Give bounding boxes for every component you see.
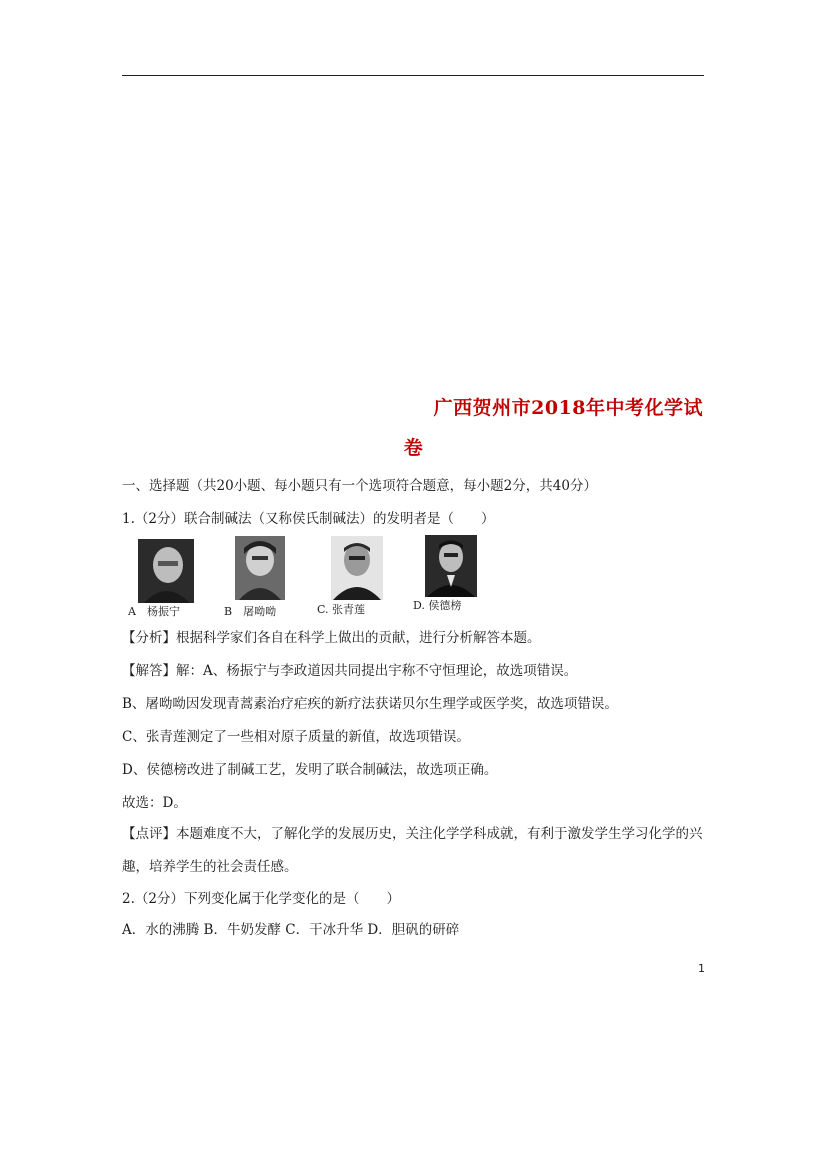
question-2-stem: 2.（2分）下列变化属于化学变化的是（ ）	[122, 891, 400, 907]
question-1-answer-line: D、侯德榜改进了制碱工艺，发明了联合制碱法，故选项正确。	[122, 762, 498, 778]
portrait-photo-d	[425, 535, 477, 597]
photo-caption-d: D. 侯德榜	[413, 599, 462, 612]
portrait-photo-b	[235, 536, 285, 600]
document-title-line-2: 卷	[403, 437, 424, 459]
question-1-photo-options	[124, 533, 504, 617]
question-1-answer-line: 故选：D。	[122, 795, 187, 811]
page-number: 1	[698, 962, 705, 975]
portrait-photo-a	[138, 539, 194, 603]
section-heading: 一、选择题（共20小题、每小题只有一个选项符合题意，每小题2分，共40分）	[122, 478, 597, 494]
photo-caption-c: C. 张青莲	[317, 603, 366, 616]
question-1-comment: 【点评】本题难度不大，了解化学的发展历史，关注化学学科成就，有利于激发学生学习化学的兴趣，培养学生的社会责任感。	[122, 826, 703, 875]
document-title-line-1: 广西贺州市2018年中考化学试	[433, 397, 703, 419]
portrait-photo-c	[331, 536, 383, 600]
photo-caption-a: A 杨振宁	[128, 605, 180, 618]
question-1-answer-line: 【解答】解：A、杨振宁与李政道因共同提出宇称不守恒理论，故选项错误。	[122, 663, 578, 679]
photo-caption-b: B 屠呦呦	[224, 605, 277, 618]
question-1-answer-line: B、屠呦呦因发现青蒿素治疗疟疾的新疗法获诺贝尔生理学或医学奖，故选项错误。	[122, 696, 618, 712]
question-1-analysis: 【分析】根据科学家们各自在科学上做出的贡献，进行分析解答本题。	[122, 630, 541, 646]
question-1-answer-line: C、张青莲测定了一些相对原子质量的新值，故选项错误。	[122, 729, 470, 745]
question-1-stem: 1.（2分）联合制碱法（又称侯氏制碱法）的发明者是（ ）	[122, 511, 495, 527]
question-2-options: A．水的沸腾 B．牛奶发酵 C．干冰升华 D．胆矾的研碎	[122, 922, 460, 938]
header-rule	[122, 75, 704, 76]
